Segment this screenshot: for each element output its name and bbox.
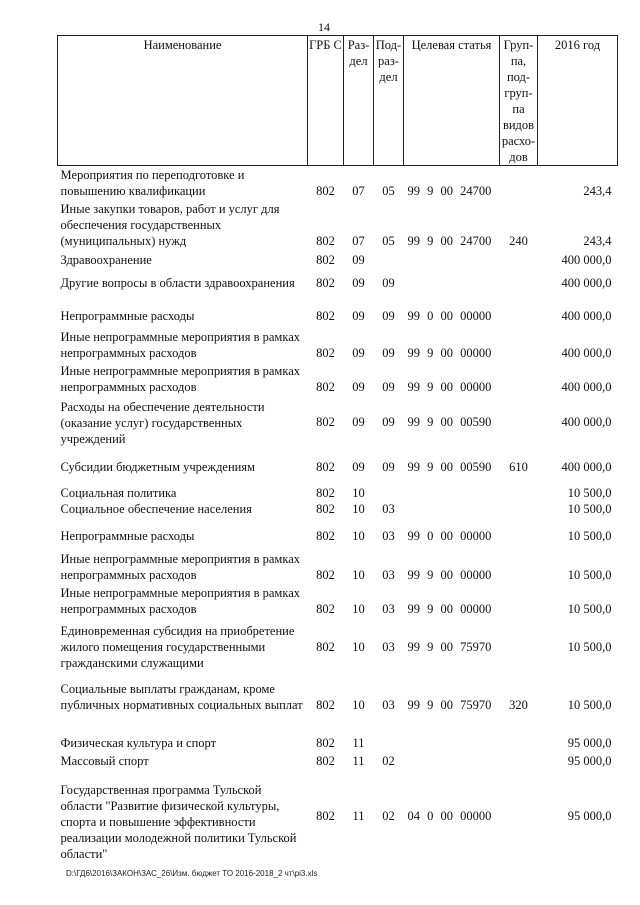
- row-tselevaya: 99 9 00 24700: [407, 183, 492, 198]
- header-tselevaya: Целевая статья: [404, 36, 500, 166]
- row-tselevaya: 99 9 00 00590: [407, 459, 492, 474]
- table-row: [58, 326, 618, 363]
- row-amount: 243,4: [583, 183, 612, 198]
- row-name: Здравоохранение: [60, 252, 152, 267]
- row-tselevaya: [404, 251, 500, 268]
- table-row: [58, 517, 618, 546]
- header-razdel: Раз- дел: [344, 36, 374, 166]
- row-name: Иные закупки товаров, работ и услуг для обеспечения государственных (муниципальных) нужд: [60, 201, 280, 248]
- row-amount: 400 000,0: [561, 414, 612, 429]
- row-podrazdel: 05: [382, 233, 395, 248]
- row-amount: 400 000,0: [561, 252, 612, 267]
- row-grbs: 802: [316, 345, 335, 360]
- row-tselevaya: 99 9 00 75970: [407, 639, 492, 654]
- table-row: [58, 585, 618, 619]
- row-razdel: 09: [352, 252, 365, 267]
- row-amount: 10 500,0: [567, 485, 612, 500]
- row-tselevaya: 99 9 00 00000: [407, 379, 492, 394]
- row-podrazdel: 03: [382, 697, 395, 712]
- row-tselevaya: 99 0 00 00000: [407, 528, 492, 543]
- header-year: 2016 год: [538, 36, 618, 166]
- row-razdel: 10: [352, 697, 365, 712]
- row-name: Иные непрограммные мероприятия в рамках непрограммных расходов: [60, 329, 301, 360]
- row-tselevaya: [404, 268, 500, 293]
- row-gruppa: [500, 363, 538, 397]
- row-gruppa: [500, 326, 538, 363]
- row-name: Другие вопросы в области здравоохранения: [60, 275, 295, 290]
- header-grbs: ГРБ С: [308, 36, 344, 166]
- row-razdel: 07: [352, 233, 365, 248]
- row-razdel: 10: [352, 567, 365, 582]
- row-name: Субсидии бюджетным учреждениям: [60, 459, 256, 474]
- row-tselevaya: [404, 477, 500, 501]
- row-gruppa: [500, 735, 538, 751]
- table-row: [58, 677, 618, 735]
- row-name: Иные непрограммные мероприятия в рамках непрограммных расходов: [60, 585, 301, 616]
- row-name: Массовый спорт: [60, 753, 149, 768]
- row-name: Мероприятия по переподготовке и повышению квалификации: [60, 167, 245, 198]
- row-podrazdel: 05: [382, 183, 395, 198]
- budget-table-container: [57, 35, 617, 865]
- row-razdel: 10: [352, 639, 365, 654]
- page-number: 14: [318, 20, 330, 34]
- row-grbs: 802: [316, 233, 335, 248]
- row-podrazdel: 03: [382, 639, 395, 654]
- row-podrazdel: 09: [382, 379, 395, 394]
- table-row: [58, 166, 618, 201]
- row-tselevaya: 99 9 00 00000: [407, 601, 492, 616]
- row-name: Расходы на обеспечение деятельности (оказание услуг) государственных учреждений: [60, 399, 265, 446]
- row-name: Единовременная субсидия на приобретение жилого помещения государственными гражданскими служащими: [60, 623, 295, 670]
- table-row: [58, 546, 618, 585]
- row-razdel: 09: [352, 414, 365, 429]
- row-gruppa: [500, 585, 538, 619]
- row-tselevaya: [404, 501, 500, 517]
- table-row: [58, 769, 618, 865]
- row-amount: 95 000,0: [567, 808, 612, 823]
- row-amount: 10 500,0: [567, 567, 612, 582]
- row-amount: 243,4: [583, 233, 612, 248]
- row-amount: 10 500,0: [567, 601, 612, 616]
- row-amount: 400 000,0: [561, 379, 612, 394]
- row-tselevaya: [404, 751, 500, 769]
- row-razdel: 09: [352, 308, 365, 323]
- row-podrazdel: 02: [382, 753, 395, 768]
- row-podrazdel: 03: [382, 567, 395, 582]
- row-razdel: 11: [352, 753, 365, 768]
- row-grbs: 802: [316, 697, 335, 712]
- row-amount: 10 500,0: [567, 501, 612, 516]
- header-name: Наименование: [58, 36, 308, 166]
- row-podrazdel: 03: [382, 501, 395, 516]
- row-grbs: 802: [316, 252, 335, 267]
- row-amount: 400 000,0: [561, 308, 612, 323]
- row-name: Иные непрограммные мероприятия в рамках непрограммных расходов: [60, 363, 301, 394]
- row-gruppa: [500, 251, 538, 268]
- row-razdel: 09: [352, 275, 365, 290]
- row-podrazdel: 03: [382, 601, 395, 616]
- row-grbs: 802: [316, 275, 335, 290]
- row-razdel: 09: [352, 459, 365, 474]
- row-tselevaya: 99 9 00 24700: [407, 233, 492, 248]
- row-name: Социальное обеспечение населения: [60, 501, 252, 516]
- table-row: [58, 449, 618, 477]
- header-podrazdel: Под- раз- дел: [374, 36, 404, 166]
- row-tselevaya: [404, 735, 500, 751]
- row-podrazdel: 09: [382, 308, 395, 323]
- row-podrazdel: [374, 251, 404, 268]
- row-podrazdel: [374, 477, 404, 501]
- row-grbs: 802: [316, 639, 335, 654]
- row-razdel: 11: [352, 808, 365, 823]
- row-gruppa: [500, 397, 538, 449]
- row-grbs: 802: [316, 183, 335, 198]
- table-body: [58, 166, 618, 865]
- row-amount: 400 000,0: [561, 459, 612, 474]
- table-row: [58, 201, 618, 251]
- table-row: [58, 619, 618, 677]
- row-amount: 95 000,0: [567, 735, 612, 750]
- row-podrazdel: 09: [382, 459, 395, 474]
- row-gruppa: 240: [509, 233, 528, 248]
- row-razdel: 09: [352, 345, 365, 360]
- row-grbs: 802: [316, 735, 335, 750]
- header-gruppa: Груп- па, под- груп- па видов расхо- дов: [500, 36, 538, 166]
- row-tselevaya: 99 9 00 00000: [407, 345, 492, 360]
- row-grbs: 802: [316, 414, 335, 429]
- row-grbs: 802: [316, 308, 335, 323]
- budget-table: [57, 35, 618, 865]
- row-razdel: 09: [352, 379, 365, 394]
- row-grbs: 802: [316, 753, 335, 768]
- row-podrazdel: 09: [382, 414, 395, 429]
- row-gruppa: [500, 769, 538, 865]
- row-name: Социальная политика: [60, 485, 177, 500]
- table-row: [58, 751, 618, 769]
- table-header-row: [58, 36, 618, 166]
- row-razdel: 10: [352, 601, 365, 616]
- row-gruppa: [500, 501, 538, 517]
- row-amount: 10 500,0: [567, 639, 612, 654]
- row-amount: 95 000,0: [567, 753, 612, 768]
- table-row: [58, 501, 618, 517]
- row-grbs: 802: [316, 379, 335, 394]
- row-razdel: 10: [352, 485, 365, 500]
- row-razdel: 10: [352, 501, 365, 516]
- table-row: [58, 477, 618, 501]
- row-podrazdel: 02: [382, 808, 395, 823]
- row-amount: 10 500,0: [567, 697, 612, 712]
- row-gruppa: [500, 546, 538, 585]
- row-gruppa: [500, 517, 538, 546]
- row-name: Социальные выплаты гражданам, кроме публичных нормативных социальных выплат: [60, 681, 303, 712]
- row-name: Иные непрограммные мероприятия в рамках непрограммных расходов: [60, 551, 301, 582]
- row-name: Непрограммные расходы: [60, 308, 195, 323]
- row-name: Государственная программа Тульской области "Развитие физической культуры, спорта и повышение эффективности реализации молодежной политики Тульской области": [60, 782, 297, 861]
- row-gruppa: [500, 751, 538, 769]
- row-gruppa: [500, 619, 538, 677]
- row-tselevaya: 99 9 00 75970: [407, 697, 492, 712]
- row-gruppa: [500, 293, 538, 326]
- row-tselevaya: 99 0 00 00000: [407, 308, 492, 323]
- table-row: [58, 735, 618, 751]
- row-amount: 10 500,0: [567, 528, 612, 543]
- table-row: [58, 397, 618, 449]
- row-name: Непрограммные расходы: [60, 528, 195, 543]
- row-gruppa: 610: [509, 459, 528, 474]
- row-grbs: 802: [316, 528, 335, 543]
- row-grbs: 802: [316, 501, 335, 516]
- row-amount: 400 000,0: [561, 345, 612, 360]
- table-row: [58, 268, 618, 293]
- row-gruppa: [500, 268, 538, 293]
- row-podrazdel: 09: [382, 345, 395, 360]
- row-razdel: 07: [352, 183, 365, 198]
- row-name: Физическая культура и спорт: [60, 735, 217, 750]
- row-razdel: 11: [352, 735, 365, 750]
- row-gruppa: 320: [509, 697, 528, 712]
- row-gruppa: [500, 477, 538, 501]
- row-amount: 400 000,0: [561, 275, 612, 290]
- row-grbs: 802: [316, 601, 335, 616]
- table-row: [58, 363, 618, 397]
- row-podrazdel: 09: [382, 275, 395, 290]
- row-tselevaya: 04 0 00 00000: [407, 808, 492, 823]
- row-tselevaya: 99 9 00 00000: [407, 567, 492, 582]
- table-row: [58, 251, 618, 268]
- row-razdel: 10: [352, 528, 365, 543]
- file-path-footer: D:\ГД6\2016\ЗАКОН\ЗАС_26\Изм. бюджет ТО 2016-2018_2 чт\рі3.xls: [66, 869, 318, 878]
- row-podrazdel: 03: [382, 528, 395, 543]
- row-grbs: 802: [316, 808, 335, 823]
- row-gruppa: [500, 166, 538, 201]
- row-grbs: 802: [316, 567, 335, 582]
- row-grbs: 802: [316, 485, 335, 500]
- row-podrazdel: [374, 735, 404, 751]
- table-row: [58, 293, 618, 326]
- row-grbs: 802: [316, 459, 335, 474]
- row-tselevaya: 99 9 00 00590: [407, 414, 492, 429]
